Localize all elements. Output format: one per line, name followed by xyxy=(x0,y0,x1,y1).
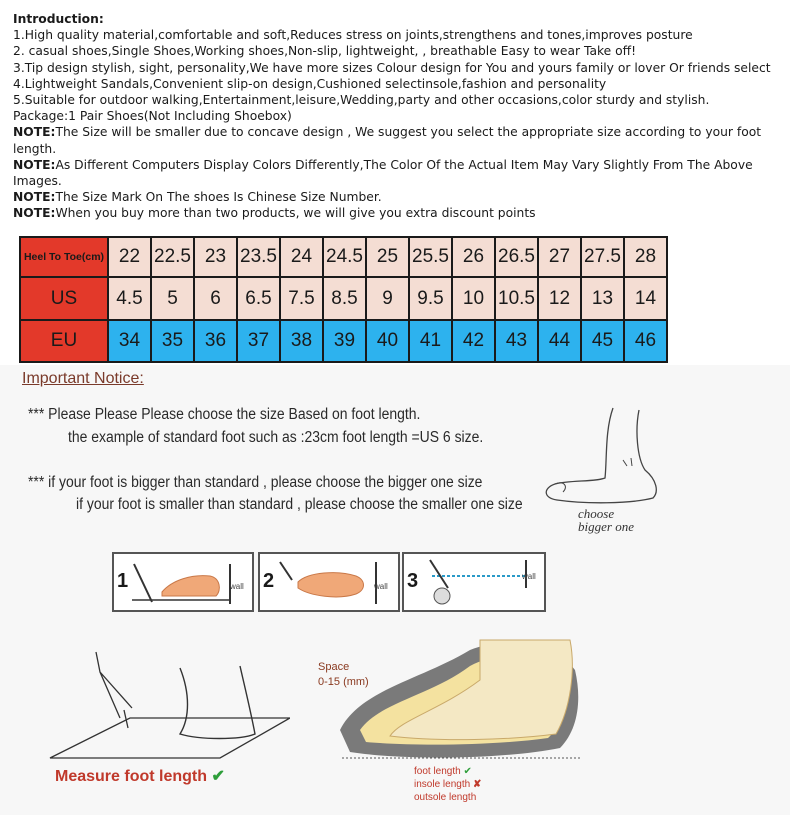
us-cell: 4.5 xyxy=(108,277,151,320)
cm-cell: 23.5 xyxy=(237,237,280,277)
intro-line: 2. casual shoes,Single Shoes,Working shoes,Non-slip, lightweight, , breathable Easy to wear Take off! xyxy=(13,44,637,59)
heel-to-toe-header: Heel To Toe(cm) xyxy=(20,237,108,277)
cm-cell: 25.5 xyxy=(409,237,452,277)
measure-text: Measure foot length xyxy=(55,768,208,785)
us-cell: 13 xyxy=(581,277,624,320)
measure-foot-length-label xyxy=(55,766,225,786)
step-number: 1 xyxy=(117,570,129,592)
intro-line: 5.Suitable for outdoor walking,Entertainment,leisure,Wedding,party and other occasions,color sturdy and stylish. xyxy=(13,93,710,108)
step-2-box xyxy=(258,552,400,612)
step-1-box xyxy=(112,552,254,612)
foot-against-wall-icon xyxy=(132,560,232,606)
cm-cell: 24.5 xyxy=(323,237,366,277)
note-line: NOTE:The Size Mark On The shoes Is Chinese Size Number. xyxy=(13,190,382,205)
ruler-measure-icon xyxy=(422,558,540,606)
eu-cell: 35 xyxy=(151,320,194,362)
measure-foot-sketch-icon xyxy=(40,648,290,768)
intro-line: Package:1 Pair Shoes(Not Including Shoebox) xyxy=(13,109,292,124)
notice-title: Important Notice: xyxy=(22,370,144,387)
step-number: 2 xyxy=(263,570,275,592)
space-text: Space xyxy=(318,661,350,673)
cm-cell: 26 xyxy=(452,237,495,277)
us-cell: 10 xyxy=(452,277,495,320)
note-line: NOTE:When you buy more than two products, we will give you extra discount points xyxy=(13,206,536,221)
cm-cell: 27.5 xyxy=(581,237,624,277)
us-cell: 6.5 xyxy=(237,277,280,320)
cm-cell: 28 xyxy=(624,237,667,277)
eu-cell: 45 xyxy=(581,320,624,362)
notice-line-2: the example of standard foot such as :23cm foot length =US 6 size. xyxy=(68,429,484,446)
intro-line: 1.High quality material,comfortable and soft,Reduces stress on joints,strengthens and tones,improves posture xyxy=(13,28,693,43)
eu-cell: 43 xyxy=(495,320,538,362)
eu-cell: 34 xyxy=(108,320,151,362)
cm-row xyxy=(20,237,667,277)
notice-line-1: *** Please Please Please choose the size Based on foot length. xyxy=(28,406,421,423)
note-line: NOTE:The Size will be smaller due to concave design , We suggest you select the appropriate size according to your foot length. xyxy=(13,125,762,156)
us-cell: 12 xyxy=(538,277,581,320)
us-cell: 7.5 xyxy=(280,277,323,320)
us-row xyxy=(20,277,667,320)
cm-cell: 24 xyxy=(280,237,323,277)
notice-line-3: *** if your foot is bigger than standard , please choose the bigger one size xyxy=(28,474,483,491)
eu-cell: 38 xyxy=(280,320,323,362)
intro-title: Introduction: xyxy=(13,12,104,26)
note-line: NOTE:As Different Computers Display Colors Differently,The Color Of the Actual Item May Vary Slightly From The Above Images. xyxy=(13,157,753,189)
wall-label: wall xyxy=(522,572,536,581)
us-cell: 8.5 xyxy=(323,277,366,320)
intro-line: 4.Lightweight Sandals,Convenient slip-on design,Cushioned selectinsole,fashion and personality xyxy=(13,76,607,91)
cm-cell: 22 xyxy=(108,237,151,277)
choose-text: choose xyxy=(578,506,615,521)
notice-line-4: if your foot is smaller than standard , please choose the smaller one size xyxy=(76,496,523,513)
size-chart-table xyxy=(19,236,668,363)
step-3-box xyxy=(402,552,546,612)
foot-length-label xyxy=(414,766,472,777)
foot-sketch-icon xyxy=(535,400,665,510)
eu-row xyxy=(20,320,667,362)
eu-cell: 37 xyxy=(237,320,280,362)
bigger-one-text: bigger one xyxy=(578,519,634,534)
insole-length-label xyxy=(414,779,481,790)
us-cell: 6 xyxy=(194,277,237,320)
us-cell: 9 xyxy=(366,277,409,320)
cm-cell: 25 xyxy=(366,237,409,277)
wall-label: wall xyxy=(230,582,244,591)
us-cell: 10.5 xyxy=(495,277,538,320)
cross-icon: ✘ xyxy=(472,779,482,790)
checkmark-icon: ✔ xyxy=(211,768,225,785)
eu-cell: 46 xyxy=(624,320,667,362)
cm-cell: 23 xyxy=(194,237,237,277)
eu-cell: 42 xyxy=(452,320,495,362)
eu-header: EU xyxy=(20,320,108,362)
eu-cell: 41 xyxy=(409,320,452,362)
foot-top-view-icon xyxy=(278,560,378,606)
eu-cell: 36 xyxy=(194,320,237,362)
step-number: 3 xyxy=(407,570,419,592)
us-cell: 9.5 xyxy=(409,277,452,320)
outsole-length-label xyxy=(414,792,476,803)
us-header: US xyxy=(20,277,108,320)
cm-cell: 22.5 xyxy=(151,237,194,277)
eu-cell: 44 xyxy=(538,320,581,362)
cm-cell: 26.5 xyxy=(495,237,538,277)
choose-bigger-label xyxy=(578,507,634,533)
us-cell: 14 xyxy=(624,277,667,320)
wall-label: wall xyxy=(374,582,388,591)
insole-length-text: insole length xyxy=(414,779,471,790)
eu-cell: 39 xyxy=(323,320,366,362)
checkmark-icon: ✔ xyxy=(463,766,472,777)
intro-line: 3.Tip design stylish, sight, personality,We have more sizes Colour design for You and yours family or lover Or friends select xyxy=(13,60,771,75)
foot-length-text: foot length xyxy=(414,766,461,777)
us-cell: 5 xyxy=(151,277,194,320)
cm-cell: 27 xyxy=(538,237,581,277)
product-description xyxy=(13,11,778,222)
space-range: 0-15 (mm) xyxy=(318,676,369,688)
outsole-length-text: outsole length xyxy=(414,792,477,803)
foot-in-shoe-diagram-icon xyxy=(320,630,590,770)
eu-cell: 40 xyxy=(366,320,409,362)
